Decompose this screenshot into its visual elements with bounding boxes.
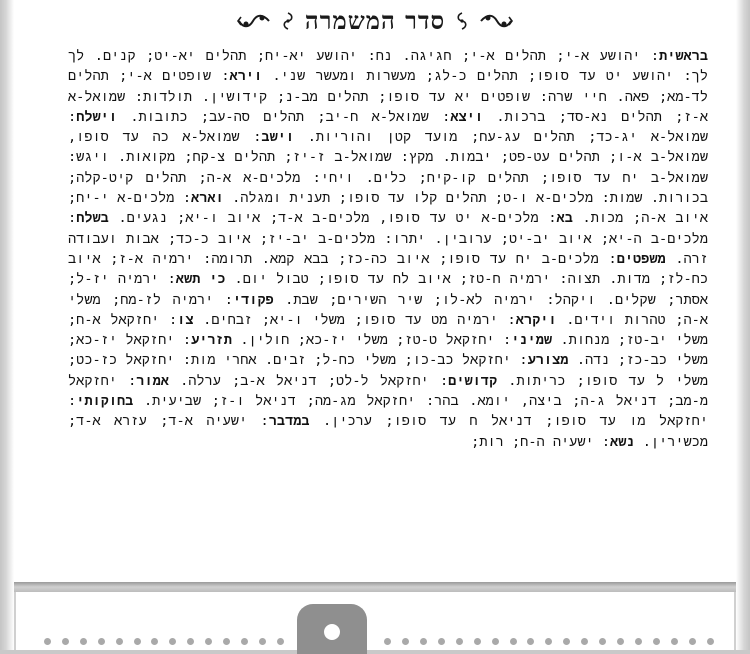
parasha-name: בחוקותי bbox=[76, 393, 134, 410]
parasha-name: צו bbox=[177, 311, 194, 328]
parasha-name: וישלח bbox=[76, 108, 117, 125]
reading-segment: : ירמיה יז-ל; אסתר; שקלים. ויקהל: ירמיה לא-לו; שיר השירים; שבת. bbox=[68, 271, 709, 308]
reading-segment: : יחזקאל כב-כו; משלי כח-ל; זבים. אחרי מות: יחזקאל כז-כט; משלי ל עד סופו; כריתות. bbox=[68, 352, 708, 389]
page-dot[interactable] bbox=[259, 638, 266, 645]
page-dot[interactable] bbox=[581, 638, 588, 645]
fleuron-ornament-icon bbox=[237, 12, 271, 30]
page-dot[interactable] bbox=[151, 638, 158, 645]
reading-segment: : מלכים-ב ה-יא; איוב יב-יט; ערובין. יתרו: מלכים-ב יב-יז; איוב כ-כד; אבות ועבודה זרה. bbox=[68, 210, 708, 267]
page-dot[interactable] bbox=[402, 638, 409, 645]
page-dot[interactable] bbox=[563, 638, 570, 645]
page-dot[interactable] bbox=[617, 638, 624, 645]
page-dot[interactable] bbox=[456, 638, 463, 645]
reading-segment: : מלכים-ב יח עד סופו; איוב כה-כז; בבא קמא. תרומה: ירמיה א-ז; איוב כח-לז; מדות. תצוה: ירמיה ח-טז; איוב לח עד סופו; טבול יום. bbox=[68, 250, 708, 288]
page-title: סדר המשמרה bbox=[304, 6, 446, 35]
parasha-name: בשלח bbox=[76, 210, 109, 227]
swirl-ornament-icon bbox=[455, 11, 469, 31]
page-dots[interactable] bbox=[44, 636, 714, 646]
page-dot[interactable] bbox=[527, 638, 534, 645]
parasha-name: בא bbox=[556, 210, 573, 227]
reading-segment: : שמואל-א ח-יב; תהלים סה-עב; כתובות. bbox=[116, 108, 451, 125]
parasha-name: פקודי bbox=[232, 291, 274, 308]
parasha-name: שמיני bbox=[511, 332, 553, 349]
title-row bbox=[14, 4, 736, 38]
page-dot[interactable] bbox=[510, 638, 517, 645]
page-dot[interactable] bbox=[689, 638, 696, 645]
page-dot[interactable] bbox=[80, 638, 87, 645]
reading-segment: : שמואל-א כה עד סופו, שמואל-ב א-ו; תהלים עט-פט; יבמות. מקץ: שמואל-ב ז-יז; תהלים צ-קח; מקואות. ויגש: שמואל-ב יח עד סופו; תהלים קו-קיח; כלים. ויחי: מלכים-א א-ה; תהלים קיט-קלה; בכורות. שמות: מלכים-א ו-ט; תהלים קלו עד סופו; תענית ומגלה. bbox=[68, 129, 709, 207]
parasha-name: וארא bbox=[191, 190, 224, 207]
page-dot[interactable] bbox=[223, 638, 230, 645]
reading-segment: : יחזקאל ל-לט; דניאל א-ב; ערלה. bbox=[168, 372, 449, 389]
reading-segment: : יחזקאל מ-מב; דניאל ג-ה; ביצה, יומא. בהר: יחזקאל מג-מה; דניאל ו-ז; שביעית. bbox=[68, 372, 708, 410]
page-dot[interactable] bbox=[62, 638, 69, 645]
page-dot[interactable] bbox=[98, 638, 105, 645]
reading-segment: : יחזקאל א-ח; משלי יב-טז; מנחות. bbox=[68, 311, 709, 349]
page-dot[interactable] bbox=[241, 638, 248, 645]
page-indicator-dot bbox=[324, 624, 340, 640]
page-dot[interactable] bbox=[187, 638, 194, 645]
reading-segment: : יחזקאל יז-כא; משלי כב-כז; נדה. bbox=[68, 332, 708, 369]
parasha-name: ויצא bbox=[450, 108, 484, 125]
page-dot[interactable] bbox=[653, 638, 660, 645]
parasha-name: קדושים bbox=[448, 372, 498, 389]
reading-segment: : ירמיה מט עד סופו; משלי ו-יא; זבחים. bbox=[193, 311, 516, 328]
page-dot[interactable] bbox=[384, 638, 391, 645]
parasha-name: וישב bbox=[261, 129, 295, 146]
page-dot[interactable] bbox=[134, 638, 141, 645]
reading-card bbox=[14, 0, 736, 582]
reading-segment: : יחזקאל מו עד סופו; דניאל ח עד סופו; ערכין. bbox=[68, 393, 708, 430]
page-dot[interactable] bbox=[707, 638, 714, 645]
parasha-name: נשא bbox=[610, 433, 635, 450]
reading-segment: : מלכים-א יט עד סופו, מלכים-ב א-ד; איוב ו-יא; נגעים. bbox=[108, 210, 557, 227]
page-dot[interactable] bbox=[169, 638, 176, 645]
swirl-ornament-icon bbox=[281, 11, 295, 31]
parasha-name: במדבר bbox=[268, 413, 310, 430]
reading-segment: : יהושע א-י; תהלים א-י; חגיגה. נח: יהושע יא-יח; תהלים יא-יט; קנים. לך לך: יהושע יט עד סופו; תהלים כ-לג; מעשרות ומעשר שני. bbox=[68, 48, 709, 85]
footer-divider bbox=[14, 582, 736, 592]
reading-segment: : מלכים-א י-יח; איוב א-ה; מכות. bbox=[68, 190, 708, 227]
reading-schedule-text bbox=[68, 46, 708, 452]
reading-segment: : ירמיה לז-מח; משלי א-ה; טהרות וידים. bbox=[68, 291, 709, 328]
parasha-name: ויקרא bbox=[515, 311, 557, 328]
page-dot[interactable] bbox=[438, 638, 445, 645]
reading-segment: : ישעיה ה-ח; רות; bbox=[471, 433, 611, 450]
parasha-name: בראשית bbox=[659, 48, 708, 64]
parasha-name: תזריע bbox=[191, 332, 232, 349]
pager-gap bbox=[366, 638, 373, 645]
page-dot[interactable] bbox=[277, 638, 284, 645]
reading-segment: : שופטים א-י; תהלים לד-מא; פאה. חיי שרה: שופטים יא עד סופו; תהלים מב-נ; קידושין. תולדות: שמואל-א א-ז; תהלים נא-סד; ברכות. bbox=[68, 68, 708, 125]
page-dot[interactable] bbox=[671, 638, 678, 645]
parasha-name: אמור bbox=[136, 372, 169, 389]
reading-segment: : יחזקאל ט-טז; משלי יז-כא; חולין. bbox=[231, 332, 512, 349]
page-dot[interactable] bbox=[116, 638, 123, 645]
fleuron-ornament-icon bbox=[479, 12, 513, 30]
page-dot[interactable] bbox=[492, 638, 499, 645]
page-dot[interactable] bbox=[635, 638, 642, 645]
page-navigation-bar[interactable] bbox=[14, 592, 736, 650]
page-dot[interactable] bbox=[205, 638, 212, 645]
parasha-name: מצורע bbox=[527, 352, 569, 369]
parasha-name: כי תשא bbox=[175, 271, 226, 288]
reading-segment: : ישעיה א-ד; עזרא א-ד; מכשירין. bbox=[68, 413, 708, 450]
page-dot[interactable] bbox=[44, 638, 51, 645]
page-dot[interactable] bbox=[474, 638, 481, 645]
page-dot[interactable] bbox=[599, 638, 606, 645]
reading-segment: : שמואל-א יג-כד; תהלים עג-עח; מועד קטן והוריות. bbox=[68, 108, 709, 146]
parasha-name: משפטים bbox=[616, 250, 666, 267]
page-indicator-icon[interactable] bbox=[297, 604, 367, 654]
parasha-name: וירא bbox=[229, 68, 263, 85]
page-dot[interactable] bbox=[420, 638, 427, 645]
page-dot[interactable] bbox=[545, 638, 552, 645]
